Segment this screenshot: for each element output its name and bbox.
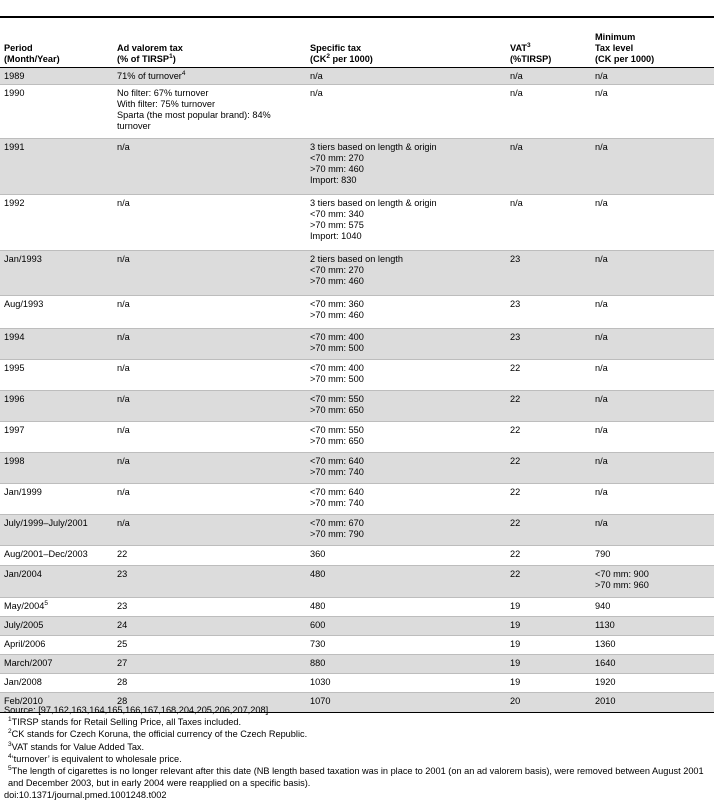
cell-period: April/2006	[0, 635, 113, 654]
footnote-5: $^5$The length of cigarettes is no longer relevant after this date (NB length based taxation was in place to 2001 (on an ad valorem basis), were removed between August 2001 and December 2003, but in early 2004 were reapplied on a specific basis).	[8, 765, 704, 789]
doi: doi:10.1371/journal.pmed.1001248.t002	[4, 790, 167, 801]
cell-vat: n/a	[506, 67, 591, 84]
header-vat: VAT$^3$ (%TIRSP)	[506, 19, 591, 67]
cell-ad-valorem: 71% of turnover$^4$	[113, 67, 306, 84]
cell-ad-valorem: n/a	[113, 328, 306, 359]
cell-vat: 22	[506, 359, 591, 390]
cell-vat: 23	[506, 250, 591, 295]
cell-period: 1991	[0, 138, 113, 194]
cell-period: 1994	[0, 328, 113, 359]
cell-vat: 19	[506, 654, 591, 673]
cell-ad-valorem: 28	[113, 673, 306, 692]
cell-ad-valorem: 23	[113, 565, 306, 597]
table-row	[0, 514, 714, 545]
cell-vat: n/a	[506, 84, 591, 138]
footnote-4: $^4$‘turnover’ is equivalent to wholesale price.	[8, 752, 182, 764]
header-ad-valorem: Ad valorem tax (% of TIRSP$^1$)	[113, 19, 306, 67]
cell-specific-tax: <70 mm: 550 >70 mm: 650	[306, 421, 506, 452]
cell-minimum-tax: 790	[591, 545, 714, 565]
cell-vat: n/a	[506, 194, 591, 250]
table-row	[0, 84, 714, 138]
cell-minimum-tax: n/a	[591, 67, 714, 84]
cell-specific-tax: <70 mm: 670 >70 mm: 790	[306, 514, 506, 545]
table-row	[0, 67, 714, 84]
cell-specific-tax: n/a	[306, 67, 506, 84]
cell-ad-valorem: 23	[113, 597, 306, 616]
table-row	[0, 635, 714, 654]
cell-minimum-tax: 940	[591, 597, 714, 616]
cell-minimum-tax: n/a	[591, 194, 714, 250]
cell-minimum-tax: 1640	[591, 654, 714, 673]
cell-ad-valorem: n/a	[113, 421, 306, 452]
cell-specific-tax: 480	[306, 597, 506, 616]
cell-minimum-tax: n/a	[591, 328, 714, 359]
cell-vat: 19	[506, 635, 591, 654]
cell-specific-tax: 1070	[306, 692, 506, 712]
cell-ad-valorem: 25	[113, 635, 306, 654]
cell-vat: 22	[506, 514, 591, 545]
cell-vat: 22	[506, 565, 591, 597]
table-row	[0, 673, 714, 692]
cell-period: 1998	[0, 452, 113, 483]
table-row	[0, 359, 714, 390]
top-rule	[0, 16, 714, 18]
cell-specific-tax: <70 mm: 400 >70 mm: 500	[306, 359, 506, 390]
cell-specific-tax: n/a	[306, 84, 506, 138]
cell-vat: 19	[506, 673, 591, 692]
cell-minimum-tax: n/a	[591, 390, 714, 421]
header-minimum-tax: Minimum Tax level (CK per 1000)	[591, 19, 714, 67]
cell-ad-valorem: n/a	[113, 250, 306, 295]
cell-minimum-tax: 1920	[591, 673, 714, 692]
footnote-1: $^1$TIRSP stands for Retail Selling Price, all Taxes included.	[8, 716, 242, 728]
cell-period: Jan/2008	[0, 673, 113, 692]
cell-period: 1995	[0, 359, 113, 390]
table-row	[0, 483, 714, 514]
table-row	[0, 138, 714, 194]
cell-ad-valorem: n/a	[113, 138, 306, 194]
cell-period: March/2007	[0, 654, 113, 673]
table-row	[0, 545, 714, 565]
table-row	[0, 390, 714, 421]
cell-minimum-tax: 1360	[591, 635, 714, 654]
table-row	[0, 616, 714, 635]
cell-period: May/2004$^5$	[0, 597, 113, 616]
cell-specific-tax: 2 tiers based on length <70 mm: 270 >70 mm: 460	[306, 250, 506, 295]
cell-specific-tax: 480	[306, 565, 506, 597]
table-row	[0, 421, 714, 452]
cell-period: July/2005	[0, 616, 113, 635]
cell-ad-valorem: 27	[113, 654, 306, 673]
footnote-3: $^3$VAT stands for Value Added Tax.	[8, 740, 145, 752]
table-row	[0, 597, 714, 616]
cell-minimum-tax: n/a	[591, 250, 714, 295]
cell-vat: 23	[506, 328, 591, 359]
table-row	[0, 654, 714, 673]
header-row	[0, 19, 714, 67]
cell-minimum-tax: 2010	[591, 692, 714, 712]
cell-vat: 19	[506, 597, 591, 616]
header-specific-tax: Specific tax ($CK^2$ per 1000)	[306, 19, 506, 67]
cell-specific-tax: 880	[306, 654, 506, 673]
cell-vat: 20	[506, 692, 591, 712]
cell-period: 1990	[0, 84, 113, 138]
cell-vat: 23	[506, 295, 591, 328]
cell-specific-tax: 3 tiers based on length & origin <70 mm: 270 >70 mm: 460 Import: 830	[306, 138, 506, 194]
cell-period: Jan/1999	[0, 483, 113, 514]
cell-specific-tax: 3 tiers based on length & origin <70 mm: 340 >70 mm: 575 Import: 1040	[306, 194, 506, 250]
cell-specific-tax: <70 mm: 400 >70 mm: 500	[306, 328, 506, 359]
cell-minimum-tax: <70 mm: 900 >70 mm: 960	[591, 565, 714, 597]
footnote-2: $^2$CK stands for Czech Koruna, the official currency of the Czech Republic.	[8, 728, 308, 740]
table-row	[0, 194, 714, 250]
table-footnotes	[0, 704, 714, 802]
cell-specific-tax: <70 mm: 640 >70 mm: 740	[306, 452, 506, 483]
cell-ad-valorem: 28	[113, 692, 306, 712]
table-row	[0, 250, 714, 295]
cell-minimum-tax: n/a	[591, 421, 714, 452]
cell-ad-valorem: n/a	[113, 514, 306, 545]
cell-vat: n/a	[506, 138, 591, 194]
table-row	[0, 295, 714, 328]
cigarette-tax-table	[0, 19, 714, 713]
cell-ad-valorem: 24	[113, 616, 306, 635]
cell-ad-valorem: n/a	[113, 194, 306, 250]
cell-specific-tax: <70 mm: 640 >70 mm: 740	[306, 483, 506, 514]
cell-ad-valorem: n/a	[113, 359, 306, 390]
cell-period: 1992	[0, 194, 113, 250]
cell-minimum-tax: n/a	[591, 295, 714, 328]
cell-minimum-tax: n/a	[591, 84, 714, 138]
cell-period: Aug/2001–Dec/2003	[0, 545, 113, 565]
cell-period: 1989	[0, 67, 113, 84]
cell-specific-tax: 730	[306, 635, 506, 654]
cell-period: Aug/1993	[0, 295, 113, 328]
cell-specific-tax: 600	[306, 616, 506, 635]
cell-specific-tax: 360	[306, 545, 506, 565]
cell-vat: 22	[506, 390, 591, 421]
cell-period: Jan/1993	[0, 250, 113, 295]
cell-vat: 22	[506, 421, 591, 452]
cell-ad-valorem: n/a	[113, 452, 306, 483]
cell-period: 1996	[0, 390, 113, 421]
cell-minimum-tax: n/a	[591, 138, 714, 194]
cell-period: Jan/2004	[0, 565, 113, 597]
table-row	[0, 328, 714, 359]
cell-ad-valorem: n/a	[113, 295, 306, 328]
cell-ad-valorem: n/a	[113, 483, 306, 514]
cell-period: 1997	[0, 421, 113, 452]
cell-ad-valorem: 22	[113, 545, 306, 565]
cell-period: July/1999–July/2001	[0, 514, 113, 545]
cell-minimum-tax: n/a	[591, 452, 714, 483]
cell-vat: 19	[506, 616, 591, 635]
table-row	[0, 452, 714, 483]
cell-period: Feb/2010	[0, 692, 113, 712]
cell-minimum-tax: n/a	[591, 359, 714, 390]
cell-ad-valorem: n/a	[113, 390, 306, 421]
cell-vat: 22	[506, 452, 591, 483]
cell-ad-valorem: No filter: 67% turnover With filter: 75% turnover Sparta (the most popular brand): 84% turnover	[113, 84, 306, 138]
cell-minimum-tax: n/a	[591, 514, 714, 545]
cell-vat: 22	[506, 545, 591, 565]
cell-minimum-tax: 1130	[591, 616, 714, 635]
cell-vat: 22	[506, 483, 591, 514]
cell-specific-tax: <70 mm: 550 >70 mm: 650	[306, 390, 506, 421]
source-note: Source: [97,162,163,164,165,166,167,168,204,205,206,207,208].	[4, 705, 271, 715]
cell-specific-tax: <70 mm: 360 >70 mm: 460	[306, 295, 506, 328]
table-row	[0, 565, 714, 597]
cell-minimum-tax: n/a	[591, 483, 714, 514]
header-period: Period (Month/Year)	[0, 19, 113, 67]
cell-specific-tax: 1030	[306, 673, 506, 692]
